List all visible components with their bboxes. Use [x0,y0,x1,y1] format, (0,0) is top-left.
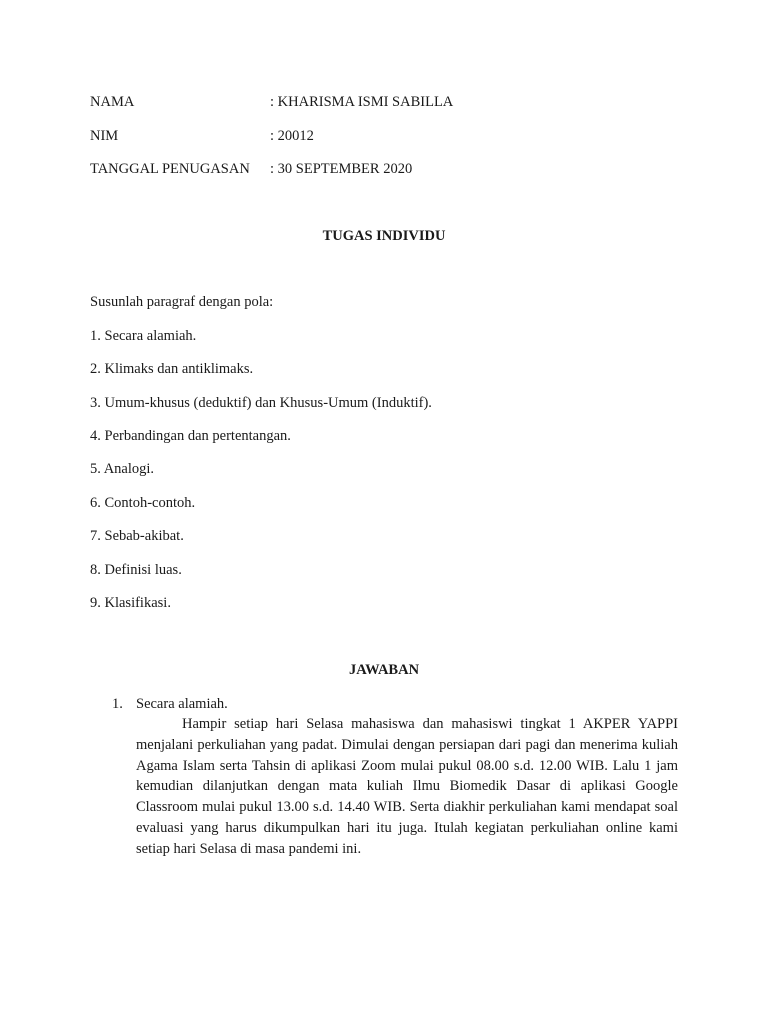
list-item: 5. Analogi. [90,461,155,477]
list-item: 2. Klimaks dan antiklimaks. [90,361,254,377]
assignment-title: TUGAS INDIVIDU [322,228,446,244]
identity-row-nim [90,126,314,146]
identity-label: NIM [90,128,119,144]
identity-value: : 30 SEPTEMBER 2020 [270,161,413,177]
identity-row-name [90,92,453,112]
answer-list [112,694,678,860]
list-item: 9. Klasifikasi. [90,595,171,611]
answer-item-title: Secara alamiah. [136,696,228,712]
identity-value: : 20012 [270,128,314,144]
answer-paragraph: Hampir setiap hari Selasa mahasiswa dan mahasiswi tingkat 1 AKPER YAPPI menjalani perkuliahan yang padat. Dimulai dengan persiapan dari pagi dan menerima kuliah Agama Islam serta Tahsin di aplikasi Zoom mulai pukul 08.00 s.d. 12.00 WIB. Lalu 1 jam kemudian dilanjutkan dengan mata kuliah Ilmu Biomedik Dasar di aplikasi Google Classroom mulai pukul 13.00 s.d. 14.40 WIB. Serta diakhir perkuliahan kami mendapat soal evaluasi yang harus dikumpulkan hari itu juga. Itulah kegiatan perkuliahan online kami setiap hari Selasa di masa pandemi ini. [136,716,678,857]
answer-number: 1. [112,696,123,712]
list-item: 4. Perbandingan dan pertentangan. [90,428,291,444]
list-item: 6. Contoh-contoh. [90,495,196,511]
assignment-instruction: Susunlah paragraf dengan pola: [90,294,274,310]
list-item: 3. Umum-khusus (deduktif) dan Khusus-Umum (Induktif). [90,395,432,411]
answer-title: JAWABAN [348,662,420,678]
identity-value: : KHARISMA ISMI SABILLA [270,94,454,110]
identity-row-date [90,159,412,179]
identity-label: NAMA [90,94,135,110]
list-item: 1. Secara alamiah. [90,328,197,344]
identity-label: TANGGAL PENUGASAN [90,161,250,177]
answer-item [112,694,678,860]
list-item: 8. Definisi luas. [90,562,182,578]
list-item: 7. Sebab-akibat. [90,528,184,544]
